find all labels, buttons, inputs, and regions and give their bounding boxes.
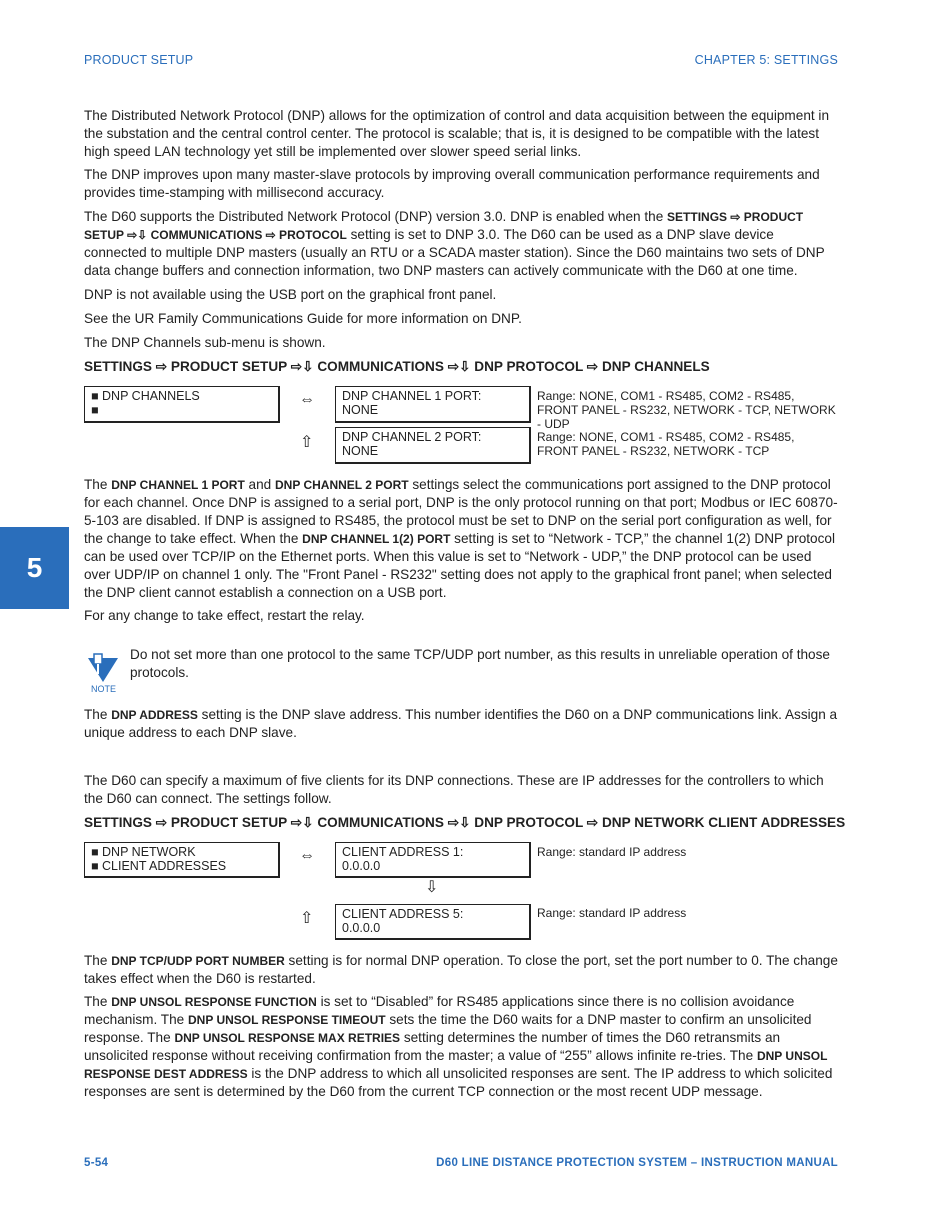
setting-term: DNP UNSOL RESPONSE MAX RETRIES — [174, 1031, 401, 1045]
paragraph — [84, 286, 838, 304]
text-run: DNP is not available using the USB port on the graphical front panel. — [84, 287, 497, 302]
setting-term: DNP UNSOL RESPONSE FUNCTION — [111, 995, 317, 1009]
paragraph — [84, 476, 838, 602]
text-run: setting is for normal DNP operation. To close the port, set the port number to 0. The change takes effect when the D60 is restarted. — [84, 953, 838, 986]
text-run: and — [244, 477, 276, 492]
setting-box — [335, 386, 531, 423]
setting-term: DNP ADDRESS — [111, 708, 198, 722]
setting-range: Range: NONE, COM1 - RS485, COM2 - RS485, FRONT PANEL - RS232, NETWORK - TCP, NETWORK - UDP — [537, 389, 836, 431]
setting-range: Range: standard IP address — [537, 906, 687, 920]
text-run: is set to “Disabled” for RS485 applications since there is no collision avoidance mechanism. The — [84, 994, 795, 1027]
manual-title: D60 LINE DISTANCE PROTECTION SYSTEM – INSTRUCTION MANUAL — [436, 1157, 838, 1169]
left-right-arrow-icon: ⇔ — [299, 847, 315, 864]
down-arrow-icon: ⇩ — [425, 879, 439, 896]
setting-term: DNP TCP/UDP PORT NUMBER — [111, 954, 285, 968]
up-arrow-icon: ⇧ — [300, 434, 314, 451]
setting-name: DNP CHANNEL 1 PORT: — [342, 389, 482, 403]
paragraph — [84, 772, 838, 808]
setting-term: DNP UNSOL RESPONSE DEST ADDRESS — [84, 1049, 828, 1081]
text-run: The — [84, 994, 112, 1009]
setting-box — [335, 842, 531, 878]
text-run: sets the time the D60 waits for a DNP master to confirm an unsolicited response. The — [84, 1012, 812, 1045]
paragraph — [84, 607, 838, 625]
note-icon — [86, 652, 120, 684]
text-run: The — [84, 477, 112, 492]
setting-value: 0.0.0.0 — [342, 921, 381, 935]
paragraph — [84, 208, 838, 280]
paragraph — [84, 952, 838, 988]
paragraph — [84, 166, 838, 202]
header-section: PRODUCT SETUP — [84, 53, 194, 67]
up-arrow-icon: ⇧ — [300, 910, 314, 927]
setting-range: Range: NONE, COM1 - RS485, COM2 - RS485, FRONT PANEL - RS232, NETWORK - TCP — [537, 430, 795, 458]
setting-term: DNP UNSOL RESPONSE TIMEOUT — [188, 1013, 386, 1027]
menu-header-line: ■ CLIENT ADDRESSES — [91, 859, 227, 873]
menu-header-box — [84, 842, 280, 878]
text-run: is the DNP address to which all unsolicited responses are sent. The IP address to which solicited responses are sent is determined by the D60 from the current TCP connection or the most recent UDP message. — [84, 1066, 833, 1099]
setting-term: DNP CHANNEL 1 PORT — [111, 478, 245, 492]
note-label: NOTE — [91, 684, 117, 694]
setting-term: DNP CHANNEL 2 PORT — [275, 478, 409, 492]
setting-range: Range: standard IP address — [537, 845, 687, 859]
text-run: setting is set to DNP 3.0. The D60 can be used as a DNP slave device connected to multiple DNP masters (usually an RTU or a SCADA master station). Since the D60 maintains two sets of DNP data change buffers and connection information, two DNP masters can actively communicate with the D60 at one time. — [84, 227, 825, 278]
menu-path: SETTINGS ⇨ PRODUCT SETUP ⇨⇩ COMMUNICATIONS ⇨⇩ DNP PROTOCOL ⇨ DNP NETWORK CLIENT ADDRESSES — [84, 815, 846, 830]
text-run: The — [84, 953, 112, 968]
header-chapter: CHAPTER 5: SETTINGS — [694, 53, 838, 67]
paragraph — [84, 310, 838, 328]
note-text — [130, 646, 838, 682]
paragraph — [84, 334, 838, 352]
text-run: settings select the communications port assigned to the DNP protocol for each channel. Once DNP is assigned to a serial port, DNP is the only protocol running on that port; Modbus or IEC 60870-5-103 are disabled. If DNP is assigned to RS485, the protocol must be set to DNP on the serial port configuration as well, for the change to take effect. When the — [84, 477, 838, 546]
text-run: The DNP improves upon many master-slave protocols by improving overall communication performance requirements and provides time-stamping with millisecond accuracy. — [84, 167, 820, 200]
menu-header-line: ■ — [91, 403, 99, 417]
page-number: 5-54 — [84, 1157, 109, 1169]
setting-value: 0.0.0.0 — [342, 859, 381, 873]
paragraph — [84, 107, 838, 161]
setting-term: SETTINGS ⇨ PRODUCT SETUP ⇨⇩ COMMUNICATIONS ⇨ PROTOCOL — [84, 210, 804, 242]
paragraph — [84, 993, 838, 1101]
chapter-tab: 5 — [0, 527, 69, 609]
paragraph — [84, 706, 838, 742]
setting-box — [335, 427, 531, 464]
text-run: For any change to take effect, restart the relay. — [84, 608, 365, 623]
text-run: See the UR Family Communications Guide for more information on DNP. — [84, 311, 522, 326]
text-run: setting is set to “Network - TCP,” the channel 1(2) DNP protocol can be used over TCP/IP on the Ethernet ports. When this value is set to “Network - UDP,” the DNP protocol can be used over UDP/IP on channel 1 only. The "Front Panel - RS232" setting does not apply to the graphical front panel; when selected the DNP client cannot establish a connection on a USB port. — [84, 531, 835, 600]
setting-value: NONE — [342, 403, 379, 417]
text-run: setting determines the number of times the D60 retransmits an unsolicited response without receiving confirmation from the master; a value of “255” allows infinite re-tries. The — [84, 1030, 781, 1063]
menu-header-box — [84, 386, 280, 423]
text-run: The Distributed Network Protocol (DNP) allows for the optimization of control and data acquisition between the equipment in the substation and the central control center. The protocol is scalable; that is, it is designed to be compatible with the latest high speed LAN technology yet still be implemented over slower speed serial links. — [84, 108, 830, 159]
setting-name: CLIENT ADDRESS 1: — [342, 845, 464, 859]
menu-header-line: ■ DNP CHANNELS — [91, 389, 200, 403]
text-run: setting is the DNP slave address. This number identifies the D60 on a DNP communications link. Assign a unique address to each DNP slave. — [84, 707, 838, 740]
setting-value: NONE — [342, 444, 379, 458]
menu-path: SETTINGS ⇨ PRODUCT SETUP ⇨⇩ COMMUNICATIONS ⇨⇩ DNP PROTOCOL ⇨ DNP CHANNELS — [84, 359, 710, 374]
setting-box — [335, 904, 531, 940]
text-run: The DNP Channels sub-menu is shown. — [84, 335, 326, 350]
text-run: The D60 supports the Distributed Network Protocol (DNP) version 3.0. DNP is enabled when the — [84, 209, 668, 224]
text-run: Do not set more than one protocol to the same TCP/UDP port number, as this results in unreliable operation of those protocols. — [130, 647, 830, 680]
text-run: The D60 can specify a maximum of five clients for its DNP connections. These are IP addresses for the controllers to which the D60 can connect. The settings follow. — [84, 773, 824, 806]
setting-name: CLIENT ADDRESS 5: — [342, 907, 464, 921]
left-right-arrow-icon: ⇔ — [299, 391, 315, 408]
menu-header-line: ■ DNP NETWORK — [91, 845, 196, 859]
text-run: The — [84, 707, 112, 722]
setting-term: DNP CHANNEL 1(2) PORT — [302, 532, 451, 546]
setting-name: DNP CHANNEL 2 PORT: — [342, 430, 482, 444]
